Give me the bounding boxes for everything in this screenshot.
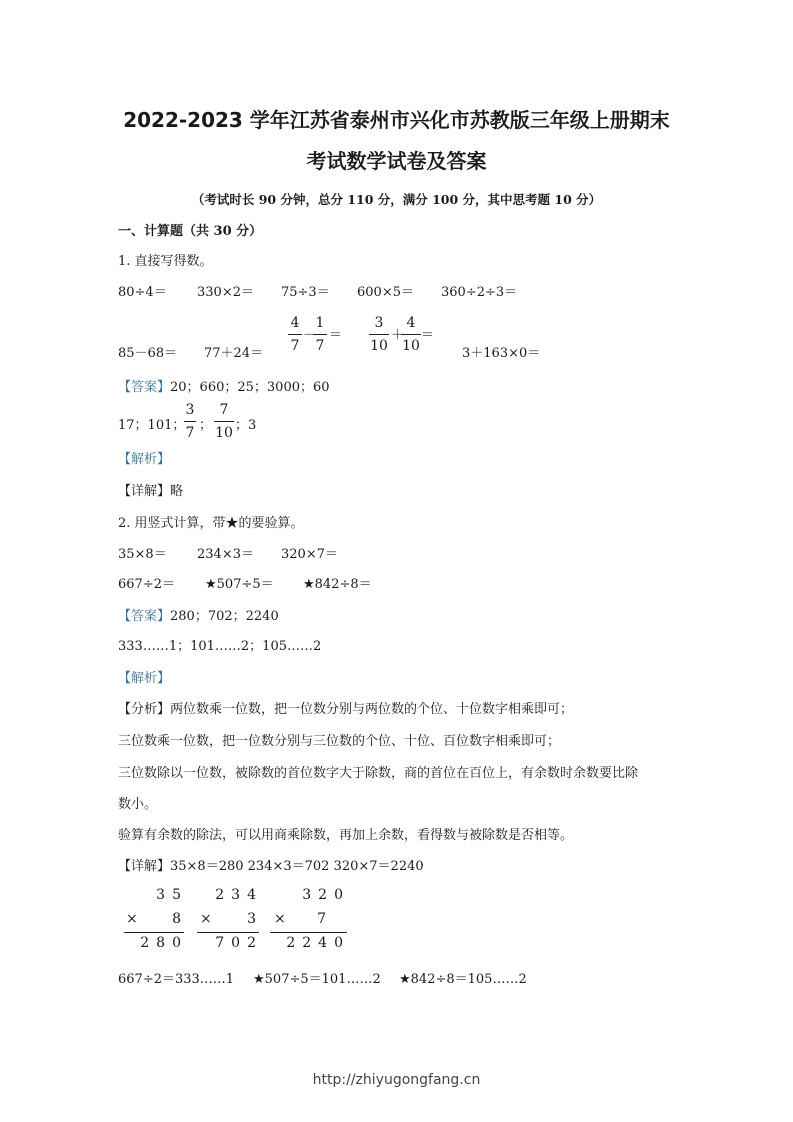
- answer-text: 20；660；25；3000；60: [170, 380, 330, 395]
- division-result: ★842÷8＝105……2: [399, 972, 527, 987]
- fraction-bar: [214, 421, 234, 422]
- q1-item: 77＋24＝: [204, 346, 264, 361]
- denominator: 7: [315, 338, 325, 354]
- denominator: 10: [215, 425, 233, 441]
- separator: ；: [199, 418, 213, 433]
- numerator: 4: [290, 315, 300, 331]
- multiplicand: 35: [156, 887, 188, 903]
- section-heading: 一、计算题（共 30 分）: [118, 224, 263, 239]
- multiplicand: 320: [302, 887, 350, 903]
- analysis-line: 三位数乘一位数，把一位数分别与三位数的个位、十位、百位数字相乘即可；: [118, 734, 561, 749]
- q2-item: 667÷2＝: [118, 577, 175, 592]
- analysis-tag: 【解析】: [118, 452, 171, 467]
- fraction: [214, 400, 234, 443]
- q2-item: ★507÷5＝: [205, 577, 274, 592]
- document-title-line2: 考试数学试卷及答案: [306, 149, 487, 173]
- multiplier: 3: [247, 911, 263, 927]
- detail-text: 【详解】35×8＝280 234×3＝702 320×7＝2240: [118, 859, 424, 874]
- q2-item: 35×8＝: [118, 547, 167, 562]
- fraction-bar: [401, 334, 421, 335]
- analysis-line: 验算有余数的除法，可以用商乘除数，再加上余数，看得数与被除数是否相等。: [118, 828, 574, 843]
- q1-item: 330×2＝: [197, 285, 254, 300]
- product: 2240: [286, 935, 350, 951]
- result-line: [124, 932, 184, 933]
- operator: ＋: [391, 328, 405, 343]
- numerator: 3: [185, 402, 195, 418]
- multiply-sign: ×: [126, 911, 138, 927]
- fraction-bar: [288, 334, 302, 335]
- answer-tag: 【答案】: [118, 609, 171, 624]
- detail-text: 【详解】略: [118, 484, 184, 499]
- question-1-prompt: 1. 直接写得数。: [118, 254, 213, 269]
- fraction: [369, 313, 389, 356]
- answer-line: [118, 376, 330, 395]
- document-title-line1: 2022-2023 学年江苏省泰州市兴化市苏教版三年级上册期末: [123, 108, 670, 132]
- fraction: [313, 313, 327, 356]
- q1-item: 3＋163×0＝: [462, 346, 541, 361]
- analysis-tag: 【解析】: [118, 671, 171, 686]
- product: 280: [140, 935, 188, 951]
- answer-continued: 333……1；101……2；105……2: [118, 639, 322, 654]
- numerator: 1: [315, 315, 325, 331]
- q2-item: 320×7＝: [281, 547, 338, 562]
- division-result: ★507÷5＝101……2: [253, 972, 381, 987]
- q1-item: 75÷3＝: [281, 285, 330, 300]
- denominator: 7: [185, 425, 195, 441]
- answer-line: [118, 605, 279, 624]
- result-line: [197, 932, 259, 933]
- analysis-line: 三位数除以一位数，被除数的首位数字大于除数，商的首位在百位上，有余数时余数要比除: [118, 766, 639, 781]
- multiplicand: 234: [215, 887, 263, 903]
- denominator: 10: [402, 338, 420, 354]
- numerator: 4: [406, 315, 416, 331]
- fraction-bar: [184, 421, 196, 422]
- q1-item: 80÷4＝: [118, 285, 167, 300]
- division-result: 667÷2＝333……1: [118, 972, 235, 987]
- multiplier: 7: [317, 911, 333, 927]
- fraction: [184, 400, 196, 443]
- answer-text: 280；702；2240: [170, 609, 279, 624]
- answer-suffix: ；3: [235, 418, 257, 433]
- q1-item: 600×5＝: [357, 285, 414, 300]
- q1-item: 85－68＝: [118, 346, 178, 361]
- analysis-line: 数小。: [118, 797, 158, 812]
- fraction: [401, 313, 421, 356]
- question-2-prompt: 2. 用竖式计算，带★的要验算。: [118, 516, 304, 531]
- multiply-sign: ×: [274, 911, 286, 927]
- product: 702: [215, 935, 263, 951]
- denominator: 7: [290, 338, 300, 354]
- exam-info: （考试时长 90 分钟，总分 110 分，满分 100 分，其中思考题 10 分）: [191, 192, 602, 207]
- equals-sign: ＝: [421, 328, 435, 343]
- answer-continued: 17；101；: [118, 418, 186, 433]
- q1-item: 360÷2÷3＝: [441, 285, 518, 300]
- fraction-bar: [369, 334, 389, 335]
- multiplier: 8: [172, 911, 188, 927]
- fraction: [288, 313, 302, 356]
- denominator: 10: [370, 338, 388, 354]
- operator: －: [303, 328, 317, 343]
- numerator: 3: [374, 315, 384, 331]
- fraction-bar: [313, 334, 327, 335]
- result-line: [270, 932, 347, 933]
- footer-url: http://zhiyugongfang.cn: [312, 1072, 481, 1088]
- q2-item: 234×3＝: [197, 547, 254, 562]
- multiply-sign: ×: [200, 911, 212, 927]
- q2-item: ★842÷8＝: [303, 577, 372, 592]
- answer-tag: 【答案】: [118, 380, 171, 395]
- analysis-line: 【分析】两位数乘一位数，把一位数分别与两位数的个位、十位数字相乘即可；: [118, 702, 574, 717]
- equals-sign: ＝: [329, 328, 343, 343]
- numerator: 7: [219, 402, 229, 418]
